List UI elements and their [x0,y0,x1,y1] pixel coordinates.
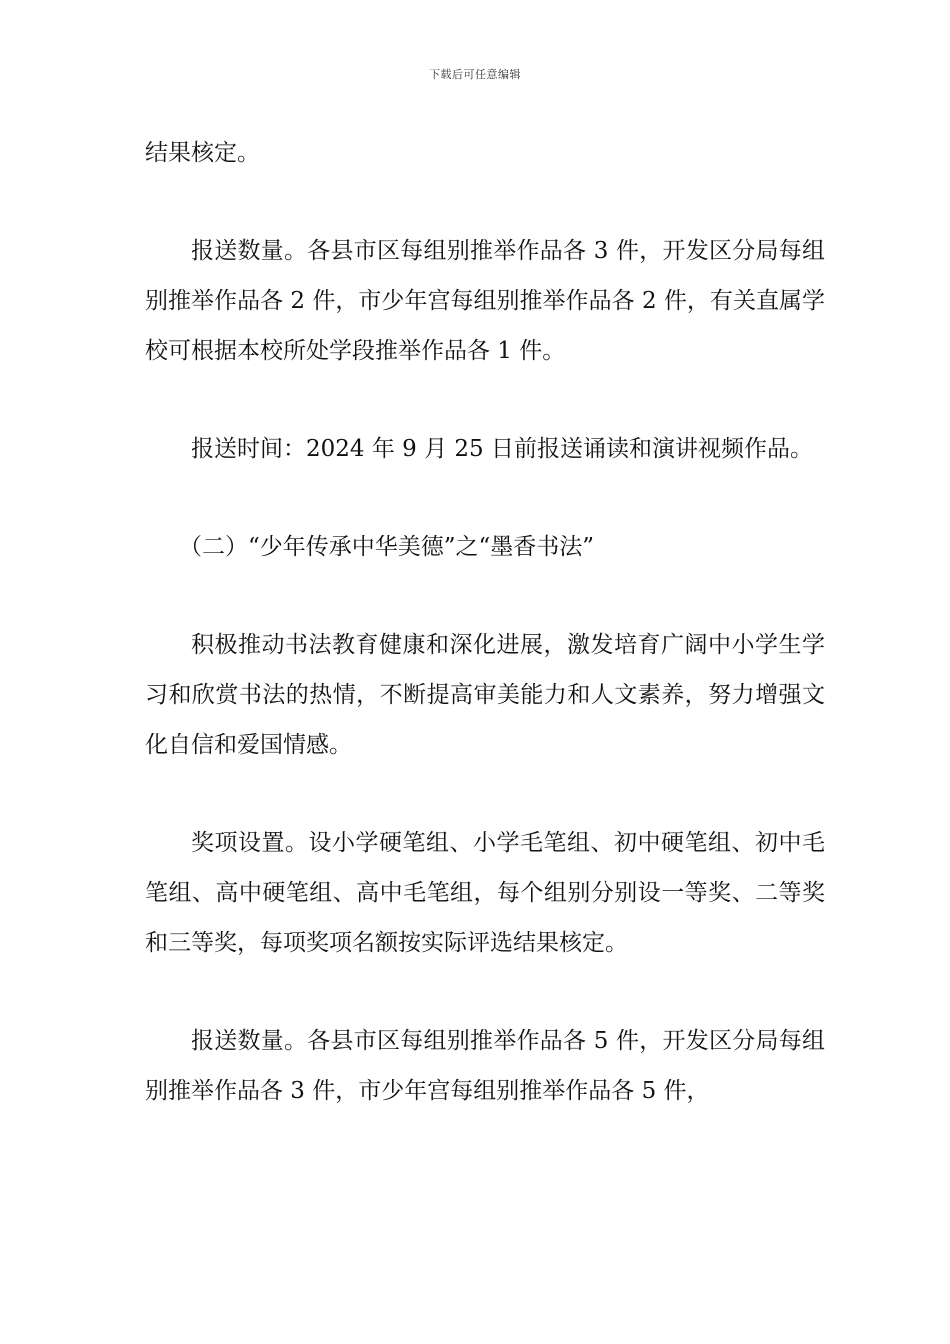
paragraph-calligraphy-quantity: 报送数量。各县市区每组别推举作品各 5 件，开发区分局每组别推举作品各 3 件，市少年宫每组别推举作品各 5 件， [145,1028,825,1104]
paragraph-result-confirm: 结果核定。 [145,140,260,166]
paragraph-calligraphy-intro: 积极推动书法教育健康和深化进展，激发培育广阔中小学生学习和欣赏书法的热情，不断提高审美能力和人文素养，努力增强文化自信和爱国情感。 [145,632,825,758]
document-body [145,128,825,1116]
page-header-note: 下载后可任意编辑 [429,68,521,81]
section-heading-calligraphy: （二）“少年传承中华美德”之“墨香书法” [179,534,595,560]
paragraph-award-settings: 奖项设置。设小学硬笔组、小学毛笔组、初中硬笔组、初中毛笔组、高中硬笔组、高中毛笔组，每个组别分别设一等奖、二等奖和三等奖，每项奖项名额按实际评选结果核定。 [145,830,825,956]
paragraph-submission-time: 报送时间：2024 年 9 月 25 日前报送诵读和演讲视频作品。 [191,436,813,462]
paragraph-submission-quantity: 报送数量。各县市区每组别推举作品各 3 件，开发区分局每组别推举作品各 2 件，市少年宫每组别推举作品各 2 件，有关直属学校可根据本校所处学段推举作品各 1 件。 [145,238,825,364]
